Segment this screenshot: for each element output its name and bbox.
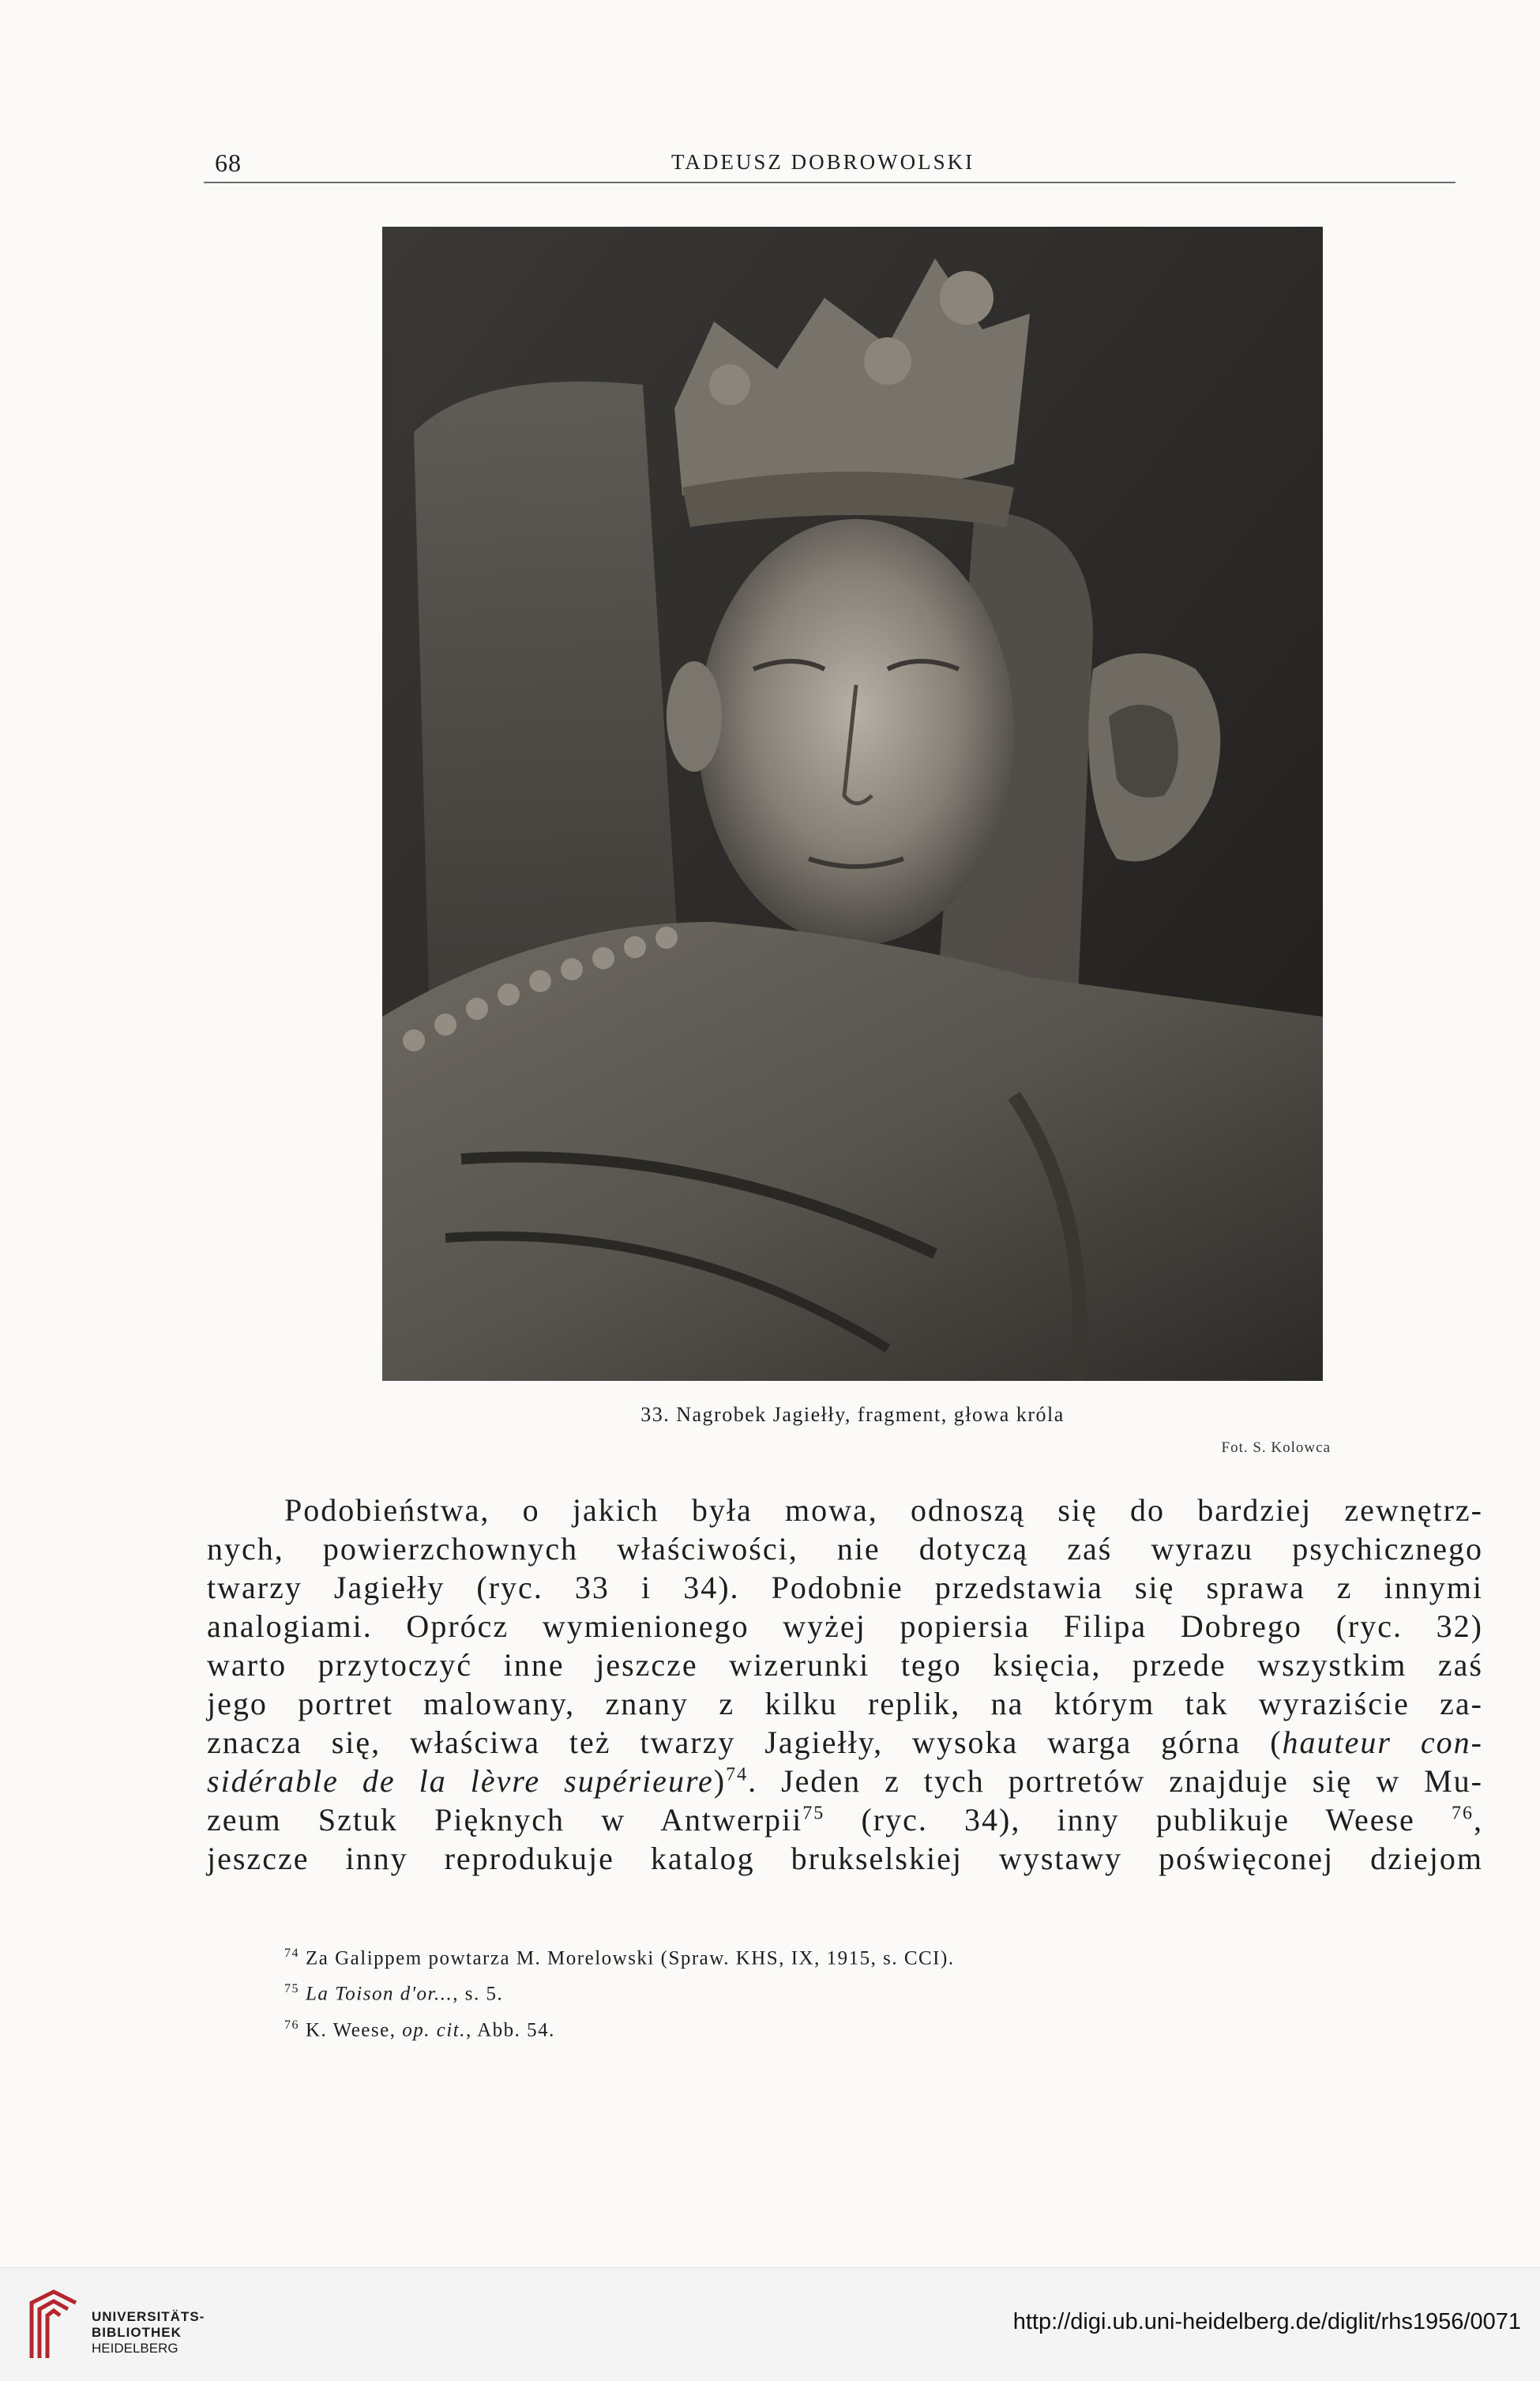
text-line-3: twarzy Jagiełły (ryc. 33 i 34). Podobnie przedstawia się sprawa z innymi xyxy=(207,1570,1483,1605)
text-line-8 xyxy=(207,1762,1483,1800)
text-line-8-italic: sidérable de la lèvre supérieure xyxy=(207,1763,714,1799)
footnote-ref-74: 74 xyxy=(726,1764,749,1785)
page-number: 68 xyxy=(215,149,242,177)
text-line-8-rest: . Jeden z tych portretów znajduje się w Mu- xyxy=(748,1763,1483,1799)
footnote-74 xyxy=(284,1938,1311,1973)
photo-credit: Fot. S. Kolowca xyxy=(1221,1439,1331,1456)
text-line-8-paren: ) xyxy=(713,1763,727,1799)
text-line-9-mid: (ryc. 34), inny publikuje Weese xyxy=(824,1802,1452,1837)
footnote-text: , s. 5. xyxy=(453,1983,504,2005)
footnote-76 xyxy=(284,2010,1311,2045)
footnote-75 xyxy=(284,1973,1311,2009)
text-line-7-italic: hauteur con- xyxy=(1282,1725,1483,1760)
text-line-4: analogiami. Oprócz wymienionego wyżej popiersia Filipa Dobrego (ryc. 32) xyxy=(207,1608,1483,1644)
body-paragraph xyxy=(207,1491,1483,1878)
footnote-number: 75 xyxy=(284,1982,299,1996)
footnote-ref-76: 76 xyxy=(1452,1803,1474,1824)
footnote-title: op. cit. xyxy=(402,2018,466,2041)
footnote-ref-75: 75 xyxy=(802,1803,825,1824)
text-line-5: warto przytoczyć inne jeszcze wizerunki tego księcia, przede wszystkim zaś xyxy=(207,1647,1483,1683)
footnote-number: 76 xyxy=(284,2018,299,2032)
text-line-7 xyxy=(207,1723,1483,1762)
text-line-7-roman: znacza się, właściwa też twarzy Jagiełły, wysoka warga górna ( xyxy=(207,1725,1283,1760)
running-head xyxy=(204,141,1455,183)
figure-caption: 33. Nagrobek Jagiełły, fragment, głowa króla xyxy=(640,1403,1065,1426)
digitization-footer xyxy=(0,2267,1540,2381)
library-name-line3: HEIDELBERG xyxy=(92,2341,178,2356)
footnote-number: 74 xyxy=(284,1947,299,1960)
footnote-title: La Toison d'or... xyxy=(306,1983,453,2005)
library-name xyxy=(92,2309,205,2357)
footnote-text: , Abb. 54. xyxy=(465,2018,555,2041)
library-logo-icon xyxy=(22,2287,85,2363)
running-head-author: TADEUSZ DOBROWOLSKI xyxy=(671,150,975,174)
text-line-9 xyxy=(207,1800,1483,1839)
text-line-9-start: zeum Sztuk Pięknych w Antwerpii xyxy=(207,1802,803,1837)
library-name-line2: BIBLIOTHEK xyxy=(92,2325,182,2340)
text-line-2: nych, powierzchownych właściwości, nie dotyczą zaś wyrazu psychicznego xyxy=(207,1531,1483,1567)
source-url[interactable]: http://digi.ub.uni-heidelberg.de/diglit/rhs1956/0071 xyxy=(1012,2309,1521,2334)
library-name-line1: UNIVERSITÄTS- xyxy=(92,2309,205,2324)
figure-photograph-tomb-head xyxy=(382,227,1323,1381)
footnotes xyxy=(284,1938,1311,2045)
text-line-6: jego portret malowany, znany z kilku replik, na którym tak wyraziście za- xyxy=(207,1686,1483,1721)
footnote-author: K. Weese, xyxy=(306,2018,403,2041)
text-line-10: jeszcze inny reprodukuje katalog brukselskiej wystawy poświęconej dziejom xyxy=(207,1841,1483,1876)
text-line-1: Podobieństwa, o jakich była mowa, odnoszą się do bardziej zewnętrz- xyxy=(284,1492,1483,1528)
text-line-9-end: , xyxy=(1474,1802,1483,1837)
sculpture-photo xyxy=(382,227,1323,1381)
footnote-text: Za Galippem powtarza M. Morelowski (Spraw. KHS, IX, 1915, s. CCI). xyxy=(306,1947,955,1969)
